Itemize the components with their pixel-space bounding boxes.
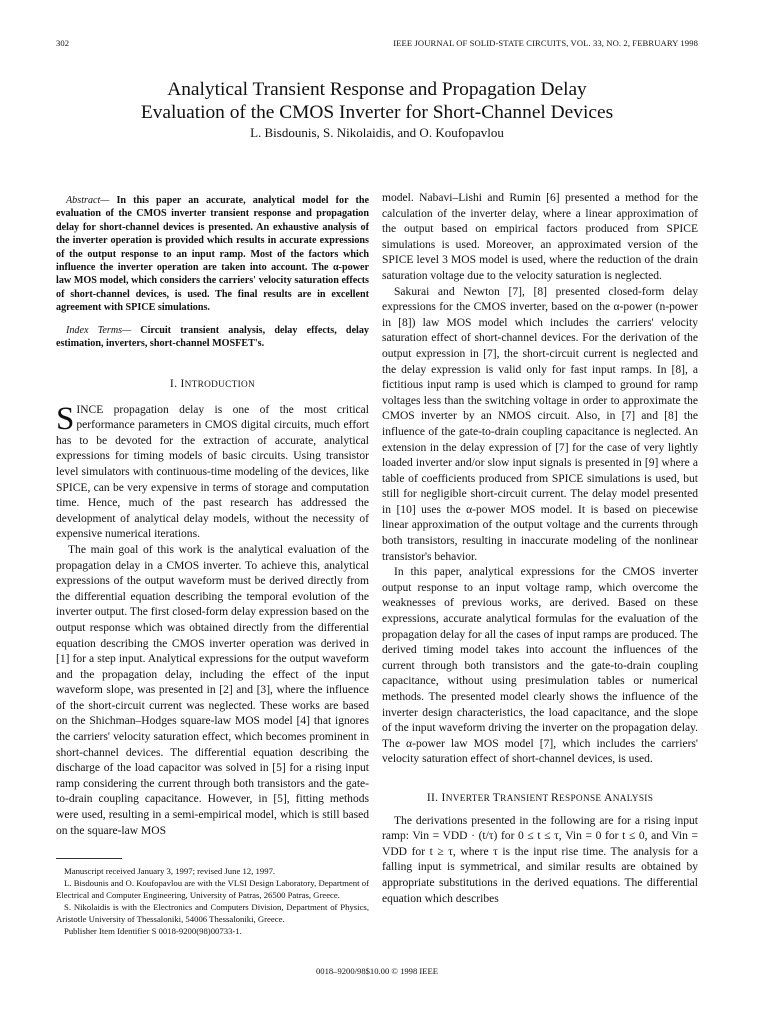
intro-paragraph-1-text: INCE propagation delay is one of the most critical performance parameters in CMOS digital circuits, much effort has to be devoted for the extraction of accurate, analytical expressions for timing models of basic circuits. Using transistor level simulators with continuous-time modeling of the devices, like SPICE, can be very expensive in terms of storage and computation time. Hence, much of the past research has addressed the development of analytical delay models, without the necessity of expensive numerical iterations. (56, 403, 369, 541)
footnote-affiliation-2: S. Nikolaidis is with the Electronics and Computers Division, Department of Physics, Aristotle University of Thessaloniki, 54006 Thessaloniki, Greece. (56, 902, 369, 925)
copyright-line: 0018–9200/98$10.00 © 1998 IEEE (315, 966, 439, 976)
section-2-word-3: ESPONSE (559, 793, 605, 804)
index-terms-label: Index Terms— (66, 324, 132, 336)
footnote-rule (56, 858, 122, 859)
abstract-text: In this paper an accurate, analytical model for the evaluation of the CMOS inverter transient response and propagation delay for short-channel devices is presented. An exhaustive analysis of the inverter operation is provided which results in accurate expressions of the output response to an input ramp. Most of the factors which influence the inverter operation are taken into account. The α-power law MOS model, which considers the carriers' velocity saturation effects of short-channel devices, is used. The final results are in excellent agreement with SPICE simulations. (56, 195, 369, 314)
paper-title (56, 78, 698, 124)
section-2-cap-r: R (550, 790, 560, 804)
section-2-cap-a: A (604, 790, 613, 804)
section-2-word-4: NALYSIS (612, 793, 654, 804)
abstract-block (56, 194, 369, 350)
drop-cap: S (56, 400, 75, 437)
author-list: L. Bisdounis, S. Nikolaidis, and O. Koufopavlou (250, 125, 504, 140)
right-paragraph-2: Sakurai and Newton [7], [8] presented closed-form delay expressions for the CMOS inverter, based on the α-power (n-power in [8]) law MOS model which includes the carriers' velocity saturation effect of short-channel devices. For the derivation of the output expression in [7], the short-circuit current is neglected and the delay expression is valid only for fast input ramps. In [8], a fictitious input ramp is used which is clamped to ground for ramp voltages less than the switching voltage in order to approximate the CMOS inverter by an NMOS circuit. Also, in [7] and [8] the influence of the gate-to-drain coupling capacitance is neglected. An extension in the delay expression of [7] for the case of very lightly loaded inverter and/or slow input signals is presented in [9] where a table of coefficients produced from SPICE simulations is used, but still for negligible short-circuit current. The delay model presented in [10] uses the α-power MOS model. It is based on piecewise linear approximation of the output voltage and the currents through both transistors, resulting in inaccurate modeling of the nonlinear transistor's behavior. (382, 285, 698, 563)
footnote-received: Manuscript received January 3, 1997; revised June 12, 1997. (64, 866, 276, 876)
section-2-cap-t: T (492, 790, 501, 804)
section-2-numeral: II. I (426, 790, 446, 804)
abstract-paragraph (56, 194, 369, 315)
section-2-word-2: RANSIENT (500, 793, 551, 804)
right-column-body (382, 191, 698, 907)
footnote-identifier: Publisher Item Identifier S 0018-9200(98)00733-1. (64, 926, 242, 937)
section-heading-introduction (56, 376, 369, 394)
footnote-affiliation-1: L. Bisdounis and O. Koufopavlou are with the VLSI Design Laboratory, Department of Electrical and Computer Engineering, University of Patras, 26500 Patras, Greece. (56, 878, 369, 901)
right-paragraph-1: model. Nabavi–Lishi and Rumin [6] presented a method for the calculation of the inverter delay, where a linear approximation of the output based on empirical factors produced from SPICE simulations is used. Moreover, an approximated version of the SPICE level 3 MOS model is used, where the reduction of the drain saturation voltage due to the velocity saturation is neglected. (382, 192, 698, 282)
left-column-body (56, 376, 369, 839)
intro-paragraph-1 (56, 400, 369, 543)
section-heading-analysis (382, 790, 698, 808)
intro-paragraph-2: The main goal of this work is the analytical evaluation of the propagation delay in a CMOS inverter. To achieve this, analytical expressions of the output waveform must be derived directly from the differential equation describing the temporal evolution of the inverter output. The first closed-form delay expression based on the output response which was obtained directly from the differential equation describing the CMOS inverter operation was derived in [1] for a step input. Analytical expressions for the output waveform and the propagation delay, including the effect of the input waveform slope, was presented in [2] and [3], where the influence of the short-circuit current was neglected. These works are based on the Shichman–Hodges square-law MOS model [4] that ignores the carriers' velocity saturation effect, which becomes prominent in short-channel devices. The differential equation describing the discharge of the load capacitor was solved in [5] for a rising input ramp considering the current through both transistors and the gate-to-drain coupling capacitance. However, in [5], fitting methods were used, resulting in a semi-empirical model, which is still based on the square-law MOS (56, 543, 369, 837)
page-number: 302 (56, 38, 70, 48)
abstract-label: Abstract— (66, 195, 110, 206)
title-line-2: Evaluation of the CMOS Inverter for Short-Channel Devices (140, 102, 614, 123)
index-terms-paragraph (56, 324, 369, 351)
section-title-rest: NTRODUCTION (184, 380, 256, 390)
index-terms-text: Circuit transient analysis, delay effects, delay estimation, inverters, short-channel MOSFET's. (56, 324, 369, 350)
section-numeral: I. I (169, 377, 185, 390)
right-paragraph-3: In this paper, analytical expressions for the CMOS inverter output response to an input voltage ramp, which overcome the weaknesses of previous works, are derived. Based on these expressions, accurate analytical formulas for the evaluation of the propagation delay for all the cases of input ramps are produced. The derived timing model takes into account the influences of the current through both transistors and the gate-to-drain coupling capacitance, without using presimulation tables or numerical methods. The presented model clearly shows the influence of the inverter design characteristics, the load capacitance, and the slope of the input waveform driving the inverter on the propagation delay. The α-power law MOS model [7], which includes the carriers' velocity saturation effect of short-channel devices, is used. (382, 566, 698, 766)
title-line-1: Analytical Transient Response and Propagation Delay (167, 79, 587, 100)
right-paragraph-4: The derivations presented in the following are for a rising input ramp: Vin = VDD · (t/τ) for 0 ≤ t ≤ τ, Vin = 0 for t ≤ 0, and Vin = VDD for t ≥ τ, where τ is the input rise time. The analysis for a falling input is symmetrical, and similar results are obtained by appropriate substitutions in the derived equations. The differential equation which describes (382, 814, 698, 905)
journal-name: IEEE JOURNAL OF SOLID-STATE CIRCUITS, VOL. 33, NO. 2, FEBRUARY 1998 (393, 38, 698, 48)
footnotes (56, 865, 369, 938)
running-header (56, 38, 698, 50)
section-2-word-1: NVERTER (445, 793, 493, 804)
